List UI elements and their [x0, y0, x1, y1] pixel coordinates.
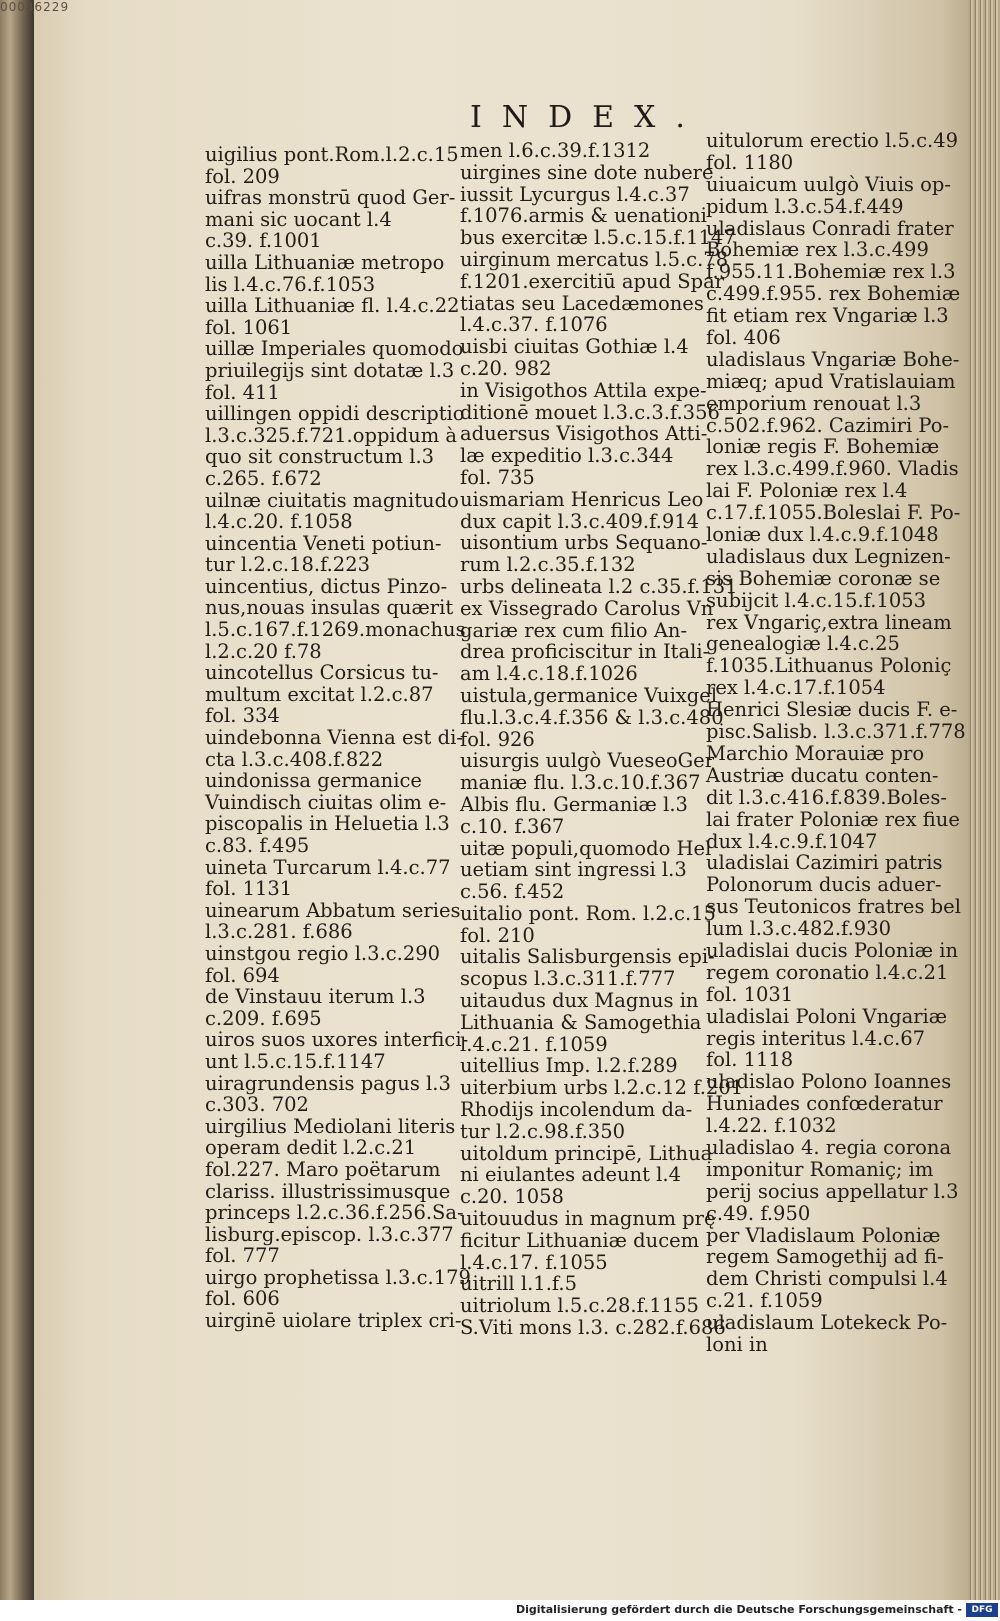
index-line: uineta Turcarum l.4.c.77 — [205, 855, 451, 879]
index-line: clariss. illustrissimusque — [205, 1179, 451, 1203]
index-line: piscopalis in Heluetia l.3 — [205, 812, 450, 836]
index-line: fol. 1061 — [205, 315, 293, 339]
index-line: uincotellus Corsicus tu- — [205, 661, 439, 685]
index-line: pidum l.3.c.54.f.449 — [706, 194, 904, 218]
index-line: l.3.c.281. f.686 — [205, 920, 353, 944]
index-line: uismariam Henricus Leo — [460, 487, 704, 511]
index-line: emporium renouat l.3 — [706, 391, 922, 415]
index-line: tur l.2.c.98.f.350 — [460, 1119, 626, 1143]
index-line: c.10. f.367 — [460, 814, 565, 838]
index-line: rex l.4.c.17.f.1054 — [706, 676, 886, 700]
index-line: ex Vissegrado Carolus Vn — [460, 596, 714, 620]
index-line: Polonorum ducis aduer- — [706, 873, 942, 897]
index-line: uitulorum erectio l.5.c.49 — [706, 129, 959, 152]
book-spine-left — [0, 0, 34, 1600]
index-line: c.21. f.1059 — [706, 1289, 823, 1313]
index-line: uilnæ ciuitatis magnitudo — [205, 488, 459, 512]
index-line: l.5.c.167.f.1269.monachus — [205, 618, 466, 642]
index-line: uisbi ciuitas Gothiæ l.4 — [460, 335, 689, 359]
index-line: men l.6.c.39.f.1312 — [460, 139, 651, 162]
page-title: INDEX. — [470, 100, 705, 135]
index-line: scopus l.3.c.311.f.777 — [460, 967, 676, 991]
index-line: dux capit l.3.c.409.f.914 — [460, 509, 700, 533]
index-line: fol. 411 — [205, 380, 280, 404]
index-line: unt l.5.c.15.f.1147 — [205, 1049, 386, 1073]
index-line: c.20. 1058 — [460, 1185, 564, 1209]
index-line: priuilegijs sint dotatæ l.3 — [205, 358, 455, 382]
index-line: urbs delineata l.2 c.35.f.131 — [460, 574, 738, 598]
index-line: cta l.3.c.408.f.822 — [205, 747, 384, 771]
index-line: c.502.f.962. Cazimiri Po- — [706, 413, 950, 437]
index-line: uistula,germanice Vuixgel — [460, 683, 718, 707]
index-line: ni eiulantes adeunt l.4 — [460, 1163, 681, 1187]
index-line: regem Samogethij ad fi- — [706, 1245, 944, 1269]
index-line: perij socius appellatur l.3 — [706, 1179, 959, 1203]
index-line: uiterbium urbs l.2.c.12 f.201 — [460, 1076, 744, 1100]
index-line: uitrill l.1.f.5 — [460, 1272, 578, 1296]
index-line: Lithuania & Samogethia — [460, 1010, 702, 1034]
index-line: uitæ populi,quomodo Hel — [460, 836, 712, 860]
index-line: de Vinstauu iterum l.3 — [205, 985, 426, 1009]
index-line: Henrici Slesiæ ducis F. e- — [706, 698, 958, 722]
index-line: rum l.2.c.35.f.132 — [460, 553, 636, 577]
index-line: c.20. 982 — [460, 356, 552, 380]
scan-mark: 00036229 — [0, 0, 70, 14]
index-line: fol. 777 — [205, 1244, 280, 1268]
index-line: sus Teutonicos fratres bel — [706, 895, 961, 919]
index-line: dem Christi compulsi l.4 — [706, 1267, 948, 1291]
index-line: uinstgou regio l.3.c.290 — [205, 941, 441, 965]
index-line: miæq; apud Vratislauiam — [706, 369, 956, 393]
index-line: dit l.3.c.416.f.839.Boles- — [706, 785, 947, 809]
index-line: S.Viti mons l.3. c.282.f.686 — [460, 1316, 726, 1340]
index-line: sis Bohemiæ coronæ se — [706, 566, 941, 590]
index-line: Albis flu. Germaniæ l.3 — [460, 792, 688, 816]
index-line: drea proficiscitur in Itali- — [460, 640, 710, 664]
index-line: uladislai ducis Poloniæ in — [706, 938, 959, 962]
index-line: lis l.4.c.76.f.1053 — [205, 272, 376, 296]
index-line: subijcit l.4.c.15.f.1053 — [706, 588, 927, 612]
index-line: Rhodijs incolendum da- — [460, 1098, 693, 1122]
index-line: bus exercitæ l.5.c.15.f.1147 — [460, 226, 736, 250]
index-line: regem coronatio l.4.c.21 — [706, 960, 949, 984]
index-line: per Vladislaum Poloniæ — [706, 1223, 941, 1247]
index-line: fol. 1031 — [706, 982, 794, 1006]
index-line: fol. 606 — [205, 1287, 280, 1311]
index-line: fit etiam rex Vngariæ l.3 — [706, 304, 949, 328]
index-line: l.4.c.20. f.1058 — [205, 510, 353, 534]
index-line: dux l.4.c.9.f.1047 — [706, 829, 878, 853]
index-line: f.1076.armis & uenationi — [460, 204, 707, 228]
index-line: l.4.c.37. f.1076 — [460, 313, 608, 337]
index-line: Huniades confœderatur — [706, 1092, 943, 1116]
index-line: imponitur Romaniç; im — [706, 1157, 934, 1181]
index-line: uirgo prophetissa l.3.c.179 — [205, 1265, 471, 1289]
index-line: fol. 1118 — [706, 1048, 794, 1072]
index-line: tur l.2.c.18.f.223 — [205, 553, 371, 577]
index-line: uitriolum l.5.c.28.f.1155 — [460, 1294, 699, 1318]
index-line: fol. 334 — [205, 704, 280, 728]
index-line: flu.l.3.c.4.f.356 & l.3.c.480 — [460, 705, 724, 729]
index-line: nus,nouas insulas quærit — [205, 596, 454, 620]
index-line: mani sic uocant l.4 — [205, 207, 392, 231]
index-line: uladislaus dux Legnizen- — [706, 544, 951, 568]
index-line: fol. 210 — [460, 923, 535, 947]
index-line: fol. 694 — [205, 963, 280, 987]
index-line: c.303. 702 — [205, 1093, 309, 1117]
index-line: uirginē uiolare triplex cri- — [205, 1309, 462, 1333]
index-line: fol.227. Maro poëtarum — [205, 1157, 441, 1181]
index-line: fol. 209 — [205, 164, 280, 188]
index-line: uindonissa germanice — [205, 769, 422, 793]
index-line: am l.4.c.18.f.1026 — [460, 662, 638, 686]
index-line: læ expeditio l.3.c.344 — [460, 444, 674, 468]
index-line: loniæ dux l.4.c.9.f.1048 — [706, 523, 939, 547]
index-line: uitoldum principē, Lithua — [460, 1141, 713, 1165]
index-line: gariæ rex cum filio An- — [460, 618, 688, 642]
index-line: uiragrundensis pagus l.3 — [205, 1071, 451, 1095]
funding-note: Digitalisierung gefördert durch die Deutsche Forschungsgemeinschaft - — [515, 1603, 962, 1616]
index-line: lisburg.episcop. l.3.c.377 — [205, 1222, 454, 1246]
dfg-logo-icon: DFG — [966, 1603, 998, 1617]
index-line: uiros suos uxores interfici- — [205, 1028, 469, 1052]
index-line: l.4.c.21. f.1059 — [460, 1032, 608, 1056]
index-line: uitalio pont. Rom. l.2.c.15 — [460, 901, 716, 925]
index-line: l.4.c.17. f.1055 — [460, 1250, 608, 1274]
index-line: fol. 1180 — [706, 150, 794, 174]
index-line: uladislaus Conradi frater — [706, 216, 954, 240]
index-line: uitalis Salisburgensis epi- — [460, 945, 715, 969]
index-line: quo sit constructum l.3 — [205, 445, 435, 469]
index-line: c.499.f.955. rex Bohemiæ — [706, 282, 961, 306]
index-line: f.1035.Lithuanus Poloniç — [706, 654, 952, 678]
index-line: multum excitat l.2.c.87 — [205, 682, 434, 706]
index-line: fol. 926 — [460, 727, 535, 751]
index-line: lai frater Poloniæ rex fiue — [706, 807, 960, 831]
index-line: c.265. f.672 — [205, 466, 322, 490]
index-line: uitouudus in magnum prę — [460, 1207, 716, 1231]
index-line: uincentius, dictus Pinzo- — [205, 574, 448, 598]
index-line: maniæ flu. l.3.c.10.f.367 — [460, 771, 701, 795]
page-edges — [968, 0, 1000, 1600]
index-line: c.17.f.1055.Boleslai F. Po- — [706, 501, 961, 525]
index-line: in Visigothos Attila expe- — [460, 378, 707, 402]
index-line: loni in — [706, 1332, 768, 1356]
index-line: l.3.c.325.f.721.oppidum à — [205, 423, 458, 447]
index-line: f.1201.exercitiū apud Spar — [460, 269, 725, 293]
index-line: Vuindisch ciuitas olim e- — [205, 790, 447, 814]
index-line: uirginum mercatus l.5.c.78 — [460, 247, 729, 271]
index-column-3 — [706, 129, 966, 1356]
index-line: uindebonna Vienna est di- — [205, 726, 463, 750]
footer-bar — [0, 1600, 1000, 1621]
index-line: operam dedit l.2.c.21 — [205, 1136, 417, 1160]
index-line: uladislai Poloni Vngariæ — [706, 1004, 948, 1028]
index-line: lai F. Poloniæ rex l.4 — [706, 479, 908, 503]
index-column-1 — [205, 143, 471, 1333]
index-line: c.56. f.452 — [460, 880, 565, 904]
index-line: Austriæ ducatu conten- — [706, 763, 939, 787]
index-line: uifras monstrū quod Ger- — [205, 186, 456, 210]
index-line: Bohemiæ rex l.3.c.499 — [706, 238, 929, 262]
index-line: uinearum Abbatum series — [205, 898, 461, 922]
index-line: uladislaum Lotekeck Po- — [706, 1311, 948, 1335]
index-line: fol. 735 — [460, 465, 535, 489]
index-line: iussit Lycurgus l.4.c.37 — [460, 182, 690, 206]
index-line: uisurgis uulgò VueseoGer — [460, 749, 715, 773]
index-line: genealogiæ l.4.c.25 — [706, 632, 900, 656]
index-line: uetiam sint ingressi l.3 — [460, 858, 687, 882]
index-line: uilla Lithuaniæ fl. l.4.c.22 — [205, 294, 460, 318]
index-line: uiuaicum uulgò Viuis op- — [706, 172, 951, 196]
index-line: tiatas seu Lacedæmones — [460, 291, 704, 315]
index-line: ficitur Lithuaniæ ducem — [460, 1228, 700, 1252]
index-line: uladislao 4. regia corona — [706, 1135, 952, 1159]
index-line: uilla Lithuaniæ metropo — [205, 250, 445, 274]
index-line: c.49. f.950 — [706, 1201, 811, 1225]
index-line: ditionē mouet l.3.c.3.f.356 — [460, 400, 720, 424]
index-line: uladislai Cazimiri patris — [706, 851, 943, 875]
index-line: lum l.3.c.482.f.930 — [706, 917, 892, 941]
index-line: uillingen oppidi descriptio — [205, 402, 465, 426]
index-line: aduersus Visigothos Atti- — [460, 422, 708, 446]
index-line: l.2.c.20 f.78 — [205, 639, 322, 663]
index-line: uincentia Veneti potiun- — [205, 531, 442, 555]
index-line: uisontium urbs Sequano- — [460, 531, 708, 555]
index-line: c.39. f.1001 — [205, 229, 322, 253]
index-line: uladislaus Vngariæ Bohe- — [706, 347, 960, 371]
index-line: uigilius pont.Rom.l.2.c.15 — [205, 143, 459, 166]
index-line: uillæ Imperiales quomodo — [205, 337, 464, 361]
index-line: rex l.3.c.499.f.960. Vladis — [706, 457, 959, 481]
index-line: c.83. f.495 — [205, 834, 310, 857]
index-line: uladislao Polono Ioannes — [706, 1070, 952, 1094]
index-line: l.4.22. f.1032 — [706, 1114, 837, 1138]
index-line: uitellius Imp. l.2.f.289 — [460, 1054, 678, 1078]
index-line: rex Vngariç,extra lineam — [706, 610, 952, 634]
index-line: fol. 406 — [706, 326, 781, 350]
index-line: princeps l.2.c.36.f.256.Sa- — [205, 1201, 464, 1225]
index-line: fol. 1131 — [205, 877, 293, 901]
index-line: pisc.Salisb. l.3.c.371.f.778 — [706, 720, 966, 744]
index-line: uirgilius Mediolani literis — [205, 1114, 456, 1138]
index-line: Marchio Morauiæ pro — [706, 741, 925, 765]
index-line: loniæ regis F. Bohemiæ — [706, 435, 940, 459]
index-line: regis interitus l.4.c.67 — [706, 1026, 926, 1050]
index-line: f.955.11.Bohemiæ rex l.3 — [706, 260, 956, 284]
index-line: uirgines sine dote nubere — [460, 160, 714, 184]
index-line: uitaudus dux Magnus in — [460, 989, 699, 1013]
index-line: c.209. f.695 — [205, 1006, 322, 1030]
